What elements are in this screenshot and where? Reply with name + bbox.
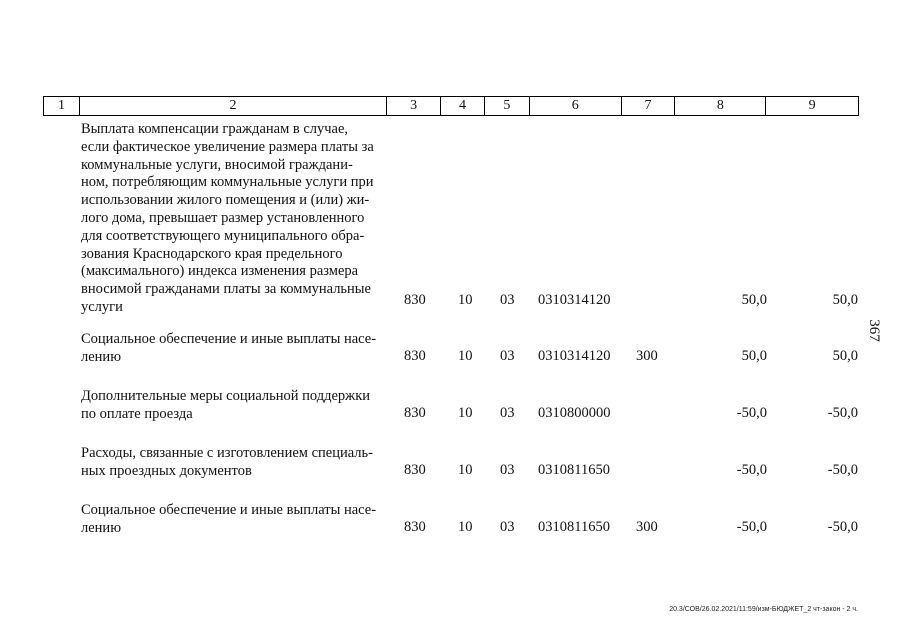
header-col-3: 3 — [387, 97, 441, 115]
header-col-5: 5 — [485, 97, 530, 115]
cell-col-4: 10 — [458, 348, 473, 364]
cell-col-8: 50,0 — [741, 348, 767, 364]
cell-col-4: 10 — [458, 462, 473, 478]
header-col-6: 6 — [530, 97, 622, 115]
cell-col-9: -50,0 — [827, 462, 858, 478]
cell-col-8: -50,0 — [736, 462, 767, 478]
cell-col-6: 0310811650 — [538, 519, 610, 535]
row-description: Социальное обеспечение и иные выплаты насе- лению — [81, 331, 377, 365]
cell-col-4: 10 — [458, 405, 473, 421]
row-description: Социальное обеспечение и иные выплаты насе- лению — [81, 502, 377, 536]
header-col-8: 8 — [675, 97, 766, 115]
row-description: Выплата компенсации гражданам в случае, если фактическое увеличение размера платы за коммунальные услуги, вносимой граждани- ном, потребляющим коммунальные услуги при использовании жилого помещения и (или) жи- лого дома, превышает размер установленного для соответствующего муниципального обра- зования Краснодарского края предельного (максимального) индекса изменения размера вносимой гражданами платы за коммунальные услуги — [81, 121, 374, 315]
header-col-2: 2 — [80, 97, 387, 115]
cell-col-3: 830 — [404, 348, 426, 364]
header-col-9: 9 — [808, 98, 816, 113]
cell-col-9: -50,0 — [827, 405, 858, 421]
cell-col-5: 03 — [500, 519, 515, 535]
cell-col-5: 03 — [500, 405, 515, 421]
cell-col-4: 10 — [458, 292, 473, 308]
row-description: Дополнительные меры социальной поддержки по оплате проезда — [81, 388, 370, 422]
cell-col-7: 300 — [636, 348, 658, 364]
header-col-1: 1 — [44, 97, 80, 115]
cell-col-3: 830 — [404, 462, 426, 478]
cell-col-9: 50,0 — [832, 348, 858, 364]
cell-col-5: 03 — [500, 462, 515, 478]
cell-col-6: 0310314120 — [538, 348, 611, 364]
header-col-7: 7 — [622, 97, 676, 115]
cell-col-3: 830 — [404, 405, 426, 421]
table-header-row — [43, 96, 859, 116]
row-description: Расходы, связанные с изготовлением специаль- ных проездных документов — [81, 445, 373, 479]
cell-col-3: 830 — [404, 292, 426, 308]
cell-col-6: 0310811650 — [538, 462, 610, 478]
cell-col-5: 03 — [500, 348, 515, 364]
header-col-4: 4 — [441, 97, 485, 115]
cell-col-6: 0310800000 — [538, 405, 611, 421]
document-footer: 20.3/СОВ/26.02.2021/11:59/изм-БЮДЖЕТ_2 чт-закон - 2 ч. — [669, 606, 858, 613]
cell-col-8: 50,0 — [741, 292, 767, 308]
cell-col-4: 10 — [458, 519, 473, 535]
page-number: 367 — [865, 319, 882, 342]
cell-col-5: 03 — [500, 292, 515, 308]
cell-col-8: -50,0 — [736, 519, 767, 535]
cell-col-8: -50,0 — [736, 405, 767, 421]
cell-col-6: 0310314120 — [538, 292, 611, 308]
cell-col-9: 50,0 — [832, 292, 858, 308]
cell-col-7: 300 — [636, 519, 658, 535]
cell-col-9: -50,0 — [827, 519, 858, 535]
cell-col-3: 830 — [404, 519, 426, 535]
